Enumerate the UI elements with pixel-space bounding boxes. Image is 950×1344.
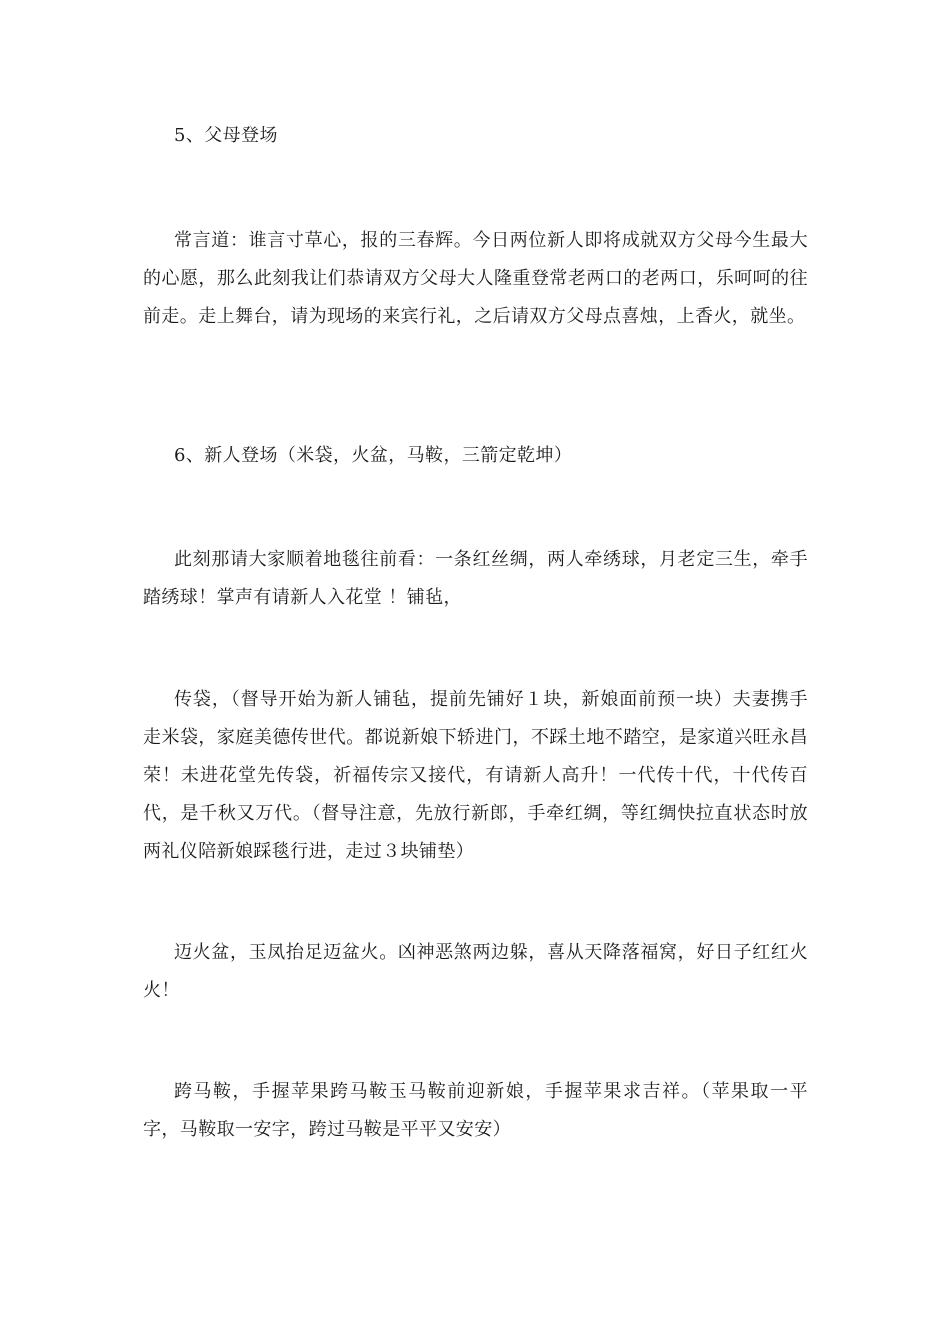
section-heading-parents-entrance: 5、父母登场 [174, 125, 278, 146]
paragraph-parents-entrance: 常言道：谁言寸草心，报的三春辉。今日两位新人即将成就双方父母今生最大的心愿，那么此刻我让们恭请双方父母大人隆重登常老两口的老两口，乐呵呵的往前走。走上舞台，请为现场的来宾行礼，之后请双方父母点喜烛，上香火，就坐。 [143, 230, 808, 327]
paragraph-carpet: 此刻那请大家顺着地毯往前看：一条红丝绸，两人牵绣球，月老定三生，牵手踏绣球！掌声有请新人入花堂 ！铺毡， [143, 549, 808, 608]
section-heading-couple-entrance: 6、新人登场（米袋，火盆，马鞍，三箭定乾坤） [174, 445, 573, 466]
paragraph-saddle: 跨马鞍，手握苹果跨马鞍玉马鞍前迎新娘，手握苹果求吉祥。（苹果取一平字，马鞍取一安字，跨过马鞍是平平又安安） [143, 1081, 808, 1140]
paragraph-fire-basin: 迈火盆，玉凤抬足迈盆火。凶神恶煞两边躲，喜从天降落福窝，好日子红红火火！ [143, 942, 808, 1001]
paragraph-pass-bags: 传袋，（督导开始为新人铺毡，提前先铺好１块，新娘面前预一块）夫妻携手走米袋，家庭美德传世代。都说新娘下轿进门，不踩土地不踏空，是家道兴旺永昌荣！未进花堂先传袋，祈福传宗又接代，有请新人高升！一代传十代，十代传百代，是千秋又万代。（督导注意，先放行新郎，手牵红绸，等红绸快拉直状态时放两礼仪陪新娘踩毯行进，走过３块铺垫） [143, 689, 808, 862]
